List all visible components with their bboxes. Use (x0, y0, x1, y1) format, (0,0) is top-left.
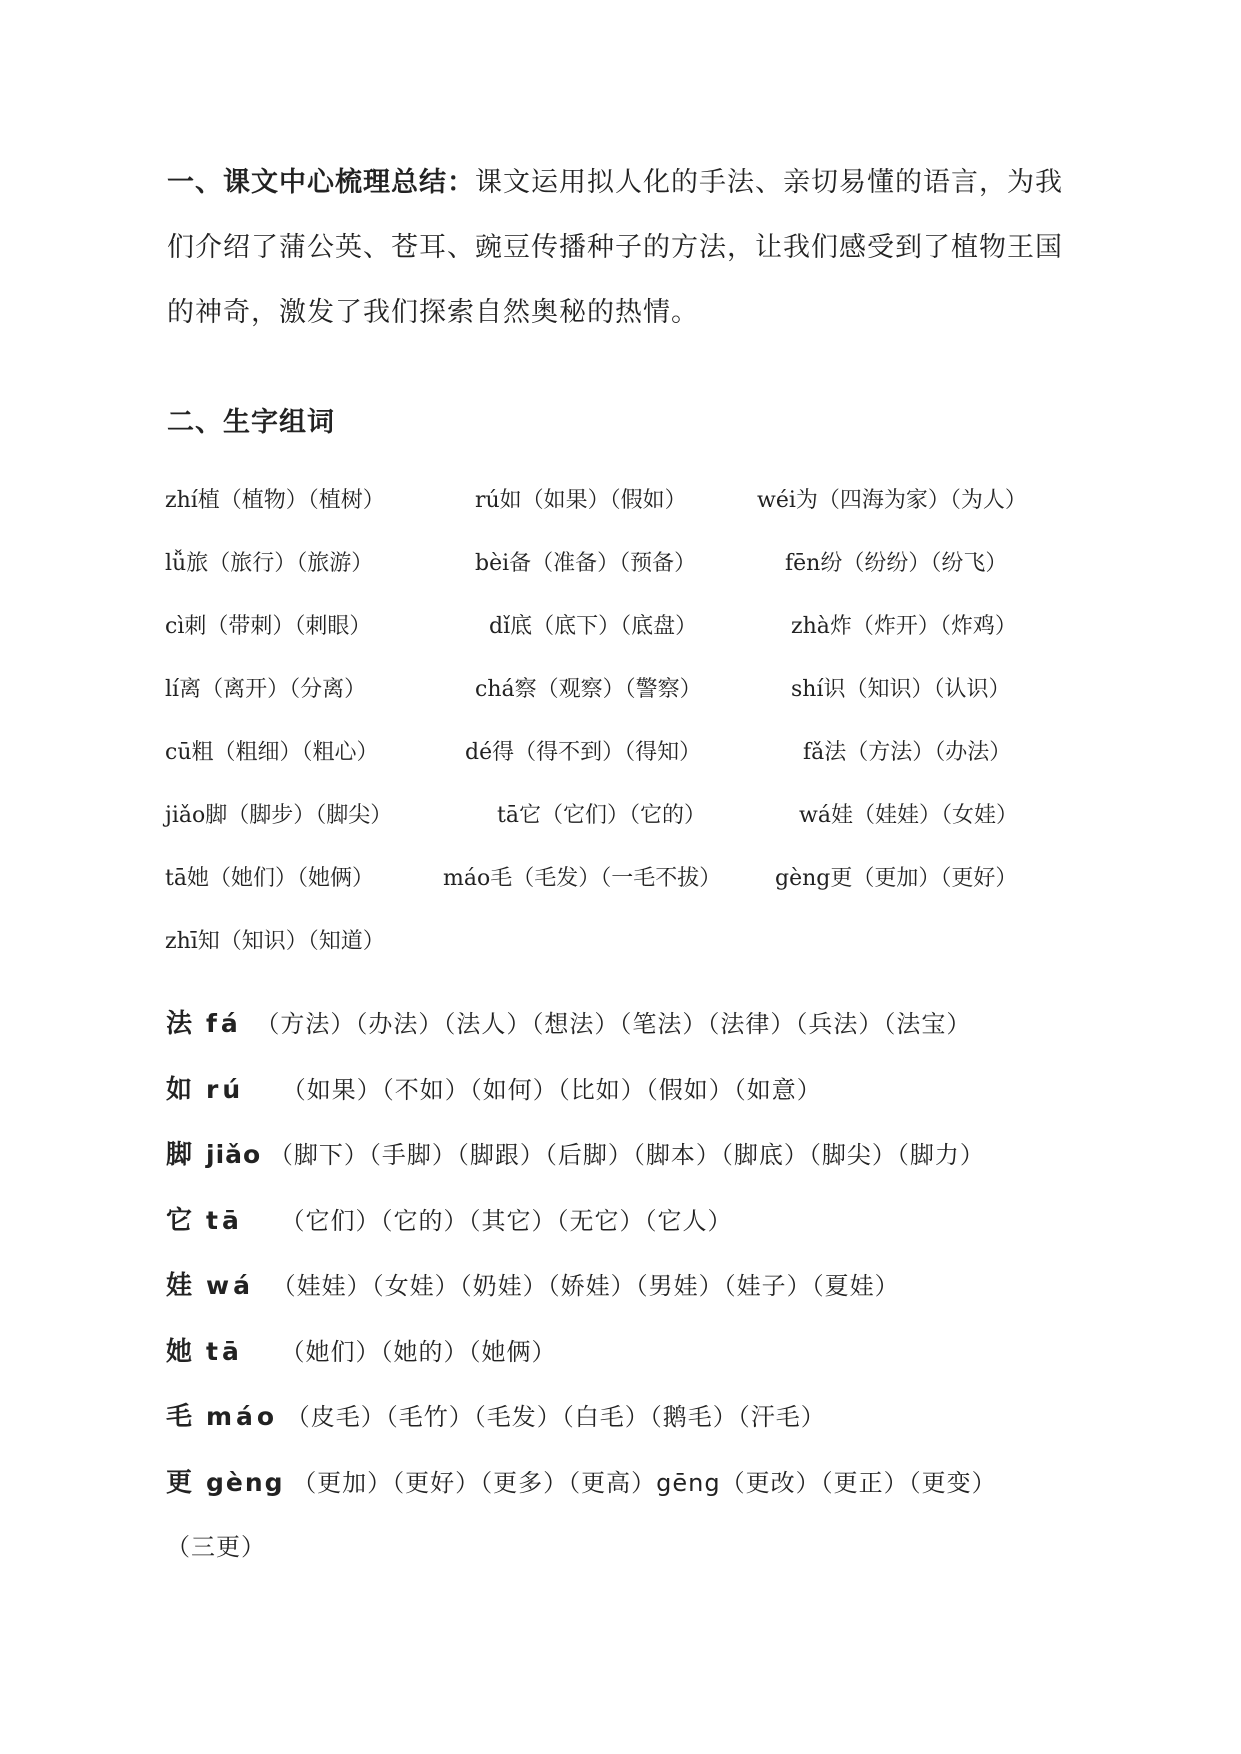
summary-text: 课文运用拟人化的手法、亲切易懂的语言，为我们介绍了蒲公英、苍耳、豌豆传播种子的方法，让我们感受到了植物王国的神奇，激发了我们探索自然奥秘的热情。 (167, 167, 1063, 328)
word-group-continuation (166, 1527, 1176, 1593)
word-group-row (166, 1134, 1176, 1200)
word-group-pinyin: fá (206, 1009, 242, 1038)
word-group-words: （娃娃）（女娃）（奶娃）（娇娃）（男娃）（娃子）（夏娃） (271, 1272, 900, 1300)
word-group-pinyin: tā (206, 1336, 243, 1366)
word-group-row (166, 1069, 1176, 1135)
word-group-pinyin: jiǎo (206, 1140, 262, 1169)
word-group-pinyin: wá (206, 1271, 254, 1300)
vocab-row (165, 483, 1125, 546)
word-group-list (166, 1003, 1176, 1593)
word-group-char: 她 (166, 1336, 193, 1367)
vocab-entry: dǐ底（底下）（底盘） (489, 614, 698, 639)
word-group-row (166, 1003, 1176, 1069)
vocab-entry: rú如（如果）（假如） (475, 488, 687, 513)
vocab-entry: dé得（得不到）（得知） (465, 740, 702, 765)
vocab-entry: wá娃（娃娃）（女娃） (799, 803, 1018, 828)
vocab-entry: wéi为（四海为家）（为人） (757, 488, 1027, 513)
vocab-row (165, 798, 1125, 861)
word-group-row (166, 1265, 1176, 1331)
word-group-row (166, 1462, 1176, 1528)
vocab-entry: shí识（知识）（认识） (791, 677, 1011, 702)
vocab-entry: tā她（她们）（她俩） (165, 866, 374, 891)
vocab-entry: gèng更（更加）（更好） (775, 866, 1018, 891)
word-group-words: （如果）（不如）（如何）（比如）（假如）（如意） (281, 1075, 822, 1104)
vocab-row (165, 735, 1125, 798)
word-group-words: （皮毛）（毛竹）（毛发）（白毛）（鹅毛）（汗毛） (285, 1403, 826, 1431)
word-group-words: （脚下）（手脚）（脚跟）（后脚）（脚本）（脚底）（脚尖）（脚力） (268, 1141, 985, 1169)
vocab-row (165, 861, 1125, 924)
vocab-entry: cì刺（带刺）（刺眼） (165, 614, 372, 639)
word-group-row (166, 1331, 1176, 1397)
word-group-char: 更 (166, 1467, 193, 1498)
word-group-words: （它们）（它的）（其它）（无它）（它人） (280, 1206, 733, 1235)
word-group-pinyin: rú (206, 1074, 245, 1104)
vocabulary-grid (165, 483, 1125, 987)
vocab-entry: fēn纷（纷纷）（纷飞） (785, 551, 1008, 576)
vocab-entry: chá察（观察）（警察） (475, 677, 702, 702)
vocab-row (165, 546, 1125, 609)
word-group-pinyin: máo (206, 1402, 279, 1431)
lesson-summary (167, 150, 1087, 345)
vocab-entry: zhí植（植物）（植树） (165, 488, 385, 513)
word-group-words: （更加）（更好）（更多）（更高）gēng（更改）（更正）（更变） (292, 1468, 997, 1497)
word-group-char: 脚 (166, 1140, 193, 1170)
vocab-entry: tā它（它们）（它的） (497, 803, 706, 828)
vocab-entry: jiǎo脚（脚步）（脚尖） (165, 803, 393, 828)
word-group-char: 它 (166, 1205, 193, 1236)
section-heading-vocabulary: 二、生字组词 (167, 407, 335, 438)
word-group-char: 娃 (166, 1271, 193, 1301)
word-group-row (166, 1396, 1176, 1462)
vocab-entry: fǎ法（方法）（办法） (803, 740, 1012, 765)
vocab-entry: lǚ旅（旅行）（旅游） (165, 551, 374, 576)
word-group-pinyin: gèng (206, 1467, 285, 1497)
vocab-row (165, 924, 1125, 987)
vocab-entry: máo毛（毛发）（一毛不拔） (443, 866, 722, 891)
vocab-entry: cū粗（粗细）（粗心） (165, 740, 379, 765)
word-group-char: 如 (166, 1074, 193, 1105)
vocab-entry: zhà炸（炸开）（炸鸡） (791, 614, 1017, 639)
word-group-words: （她们）（她的）（她俩） (280, 1337, 557, 1366)
word-group-row (166, 1200, 1176, 1266)
vocab-row (165, 672, 1125, 735)
word-group-char: 毛 (166, 1402, 193, 1432)
vocab-row (165, 609, 1125, 672)
word-group-pinyin: tā (206, 1205, 243, 1235)
word-group-words: （方法）（办法）（法人）（想法）（笔法）（法律）（兵法）（法宝） (255, 1010, 972, 1038)
word-group-continuation-text: （三更） (166, 1533, 266, 1561)
vocab-entry: bèi备（准备）（预备） (475, 551, 697, 576)
vocab-entry: zhī知（知识）（知道） (165, 929, 385, 954)
vocab-entry: lí离（离开）（分离） (165, 677, 367, 702)
word-group-char: 法 (166, 1009, 193, 1039)
summary-label: 一、课文中心梳理总结： (167, 167, 475, 198)
